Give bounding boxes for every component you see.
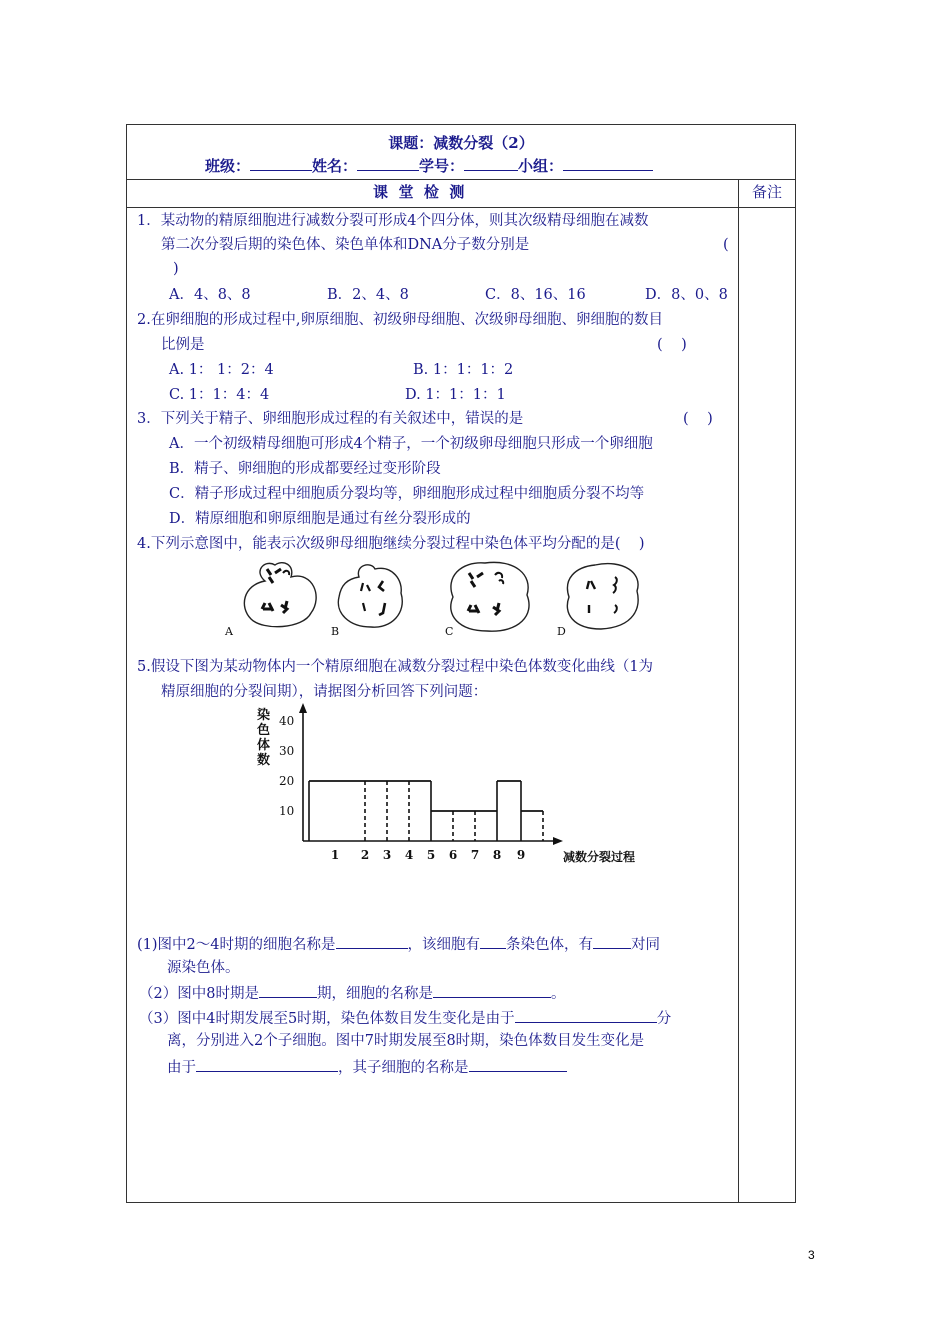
chart-segment <box>431 781 453 841</box>
q1-option-d: D．8、0、8 <box>645 287 728 303</box>
cell-label-c: C <box>445 625 454 637</box>
name-label: 姓名： <box>312 157 358 175</box>
cell-label-a: A <box>225 625 233 637</box>
q5-sub1-blank-homologous[interactable] <box>593 933 631 949</box>
q5-sub1-blank-chromosomes[interactable] <box>480 933 506 949</box>
q5-sub3-text-d: ，其子细胞的名称是 <box>338 1060 469 1076</box>
chart-segment <box>475 811 497 841</box>
chart-segment <box>365 781 387 841</box>
chart-xlabel: 减数分裂过程 <box>563 850 636 864</box>
q1-option-b: B．2、4、8 <box>327 287 409 303</box>
q5-sub3-blank-reason-2[interactable] <box>196 1056 338 1072</box>
divider <box>127 207 795 208</box>
chart-ylabel-char: 染 <box>257 708 271 723</box>
q4-stem: 4.下列示意图中，能表示次级卵母细胞继续分裂过程中染色体平均分配的是( ) <box>137 536 645 552</box>
chart-ylabel-char: 体 <box>257 738 271 753</box>
q5-sub2-text-a: （2）图中8时期是 <box>139 986 259 1002</box>
x-tick-label: 1 <box>330 848 340 862</box>
q5-sub1-text-c: 条染色体，有 <box>506 937 593 953</box>
q2-line1: 2.在卵细胞的形成过程中,卵原细胞、初级卵母细胞、次级卵母细胞、卵细胞的数目 <box>137 312 663 328</box>
q1-option-c: C．8、16、16 <box>485 287 586 303</box>
q5-sub3-blank-daughter-cells[interactable] <box>469 1056 567 1072</box>
q5-sub3-line3 <box>167 1056 567 1078</box>
chart-segment <box>497 781 521 841</box>
q5-sub2-line <box>139 982 565 1004</box>
q1-line2: 第二次分裂后期的染色体、染色单体和DNA分子数分别是 <box>161 237 530 253</box>
q5-line2: 精原细胞的分裂间期），请据图分析回答下列问题： <box>161 684 488 700</box>
x-tick-label: 3 <box>382 848 392 862</box>
chart-ylabel-char: 色 <box>257 723 271 738</box>
chart-segment <box>521 781 543 841</box>
q3-option-c: C．精子形成过程中细胞质分裂均等，卵细胞形成过程中细胞质分裂不均等 <box>169 486 645 502</box>
q5-sub1-line2: 源染色体。 <box>167 960 240 976</box>
remark-column-divider <box>738 179 739 1202</box>
q5-sub2-blank-phase[interactable] <box>259 982 317 998</box>
q5-sub3-blank-reason-1[interactable] <box>515 1007 657 1023</box>
group-label: 小组： <box>518 157 564 175</box>
q5-line1: 5.假设下图为某动物体内一个精原细胞在减数分裂过程中染色体数变化曲线（1为 <box>137 659 654 675</box>
y-tick-label: 20 <box>279 774 295 788</box>
q5-sub2-blank-cell-name[interactable] <box>433 982 551 998</box>
q5-sub3-text-a: （3）图中4时期发展至5时期，染色体数目发生变化是由于 <box>139 1011 515 1027</box>
q3-option-d: D．精原细胞和卵原细胞是通过有丝分裂形成的 <box>169 511 471 527</box>
q5-sub3-line2: 离，分别进入2个子细胞。图中7时期发展至8时期，染色体数目发生变化是 <box>167 1033 645 1049</box>
y-axis-arrow <box>299 703 307 713</box>
y-tick-label: 40 <box>279 714 295 728</box>
q2-option-c: C. 1：1：4：4 <box>169 387 270 403</box>
q5-sub1-blank-cell-name[interactable] <box>336 933 408 949</box>
q5-sub2-text-b: 期，细胞的名称是 <box>316 986 433 1002</box>
y-tick-label: 10 <box>279 804 295 818</box>
q3-option-a: A．一个初级精母细胞可形成4个精子，一个初级卵母细胞只形成一个卵细胞 <box>169 436 653 452</box>
number-label: 学号： <box>419 157 465 175</box>
chart-segment <box>309 781 365 841</box>
q3-answer-paren: ( ) <box>683 411 713 427</box>
q5-sub3-line1 <box>139 1007 671 1029</box>
name-blank[interactable] <box>357 155 419 171</box>
x-axis-arrow <box>553 837 563 845</box>
q5-sub1-text-a: (1)图中2～4时期的细胞名称是 <box>137 937 336 953</box>
number-blank[interactable] <box>464 155 518 171</box>
q5-sub3-text-b: 分 <box>656 1011 672 1027</box>
chart-ylabel <box>257 707 270 768</box>
cell-label-b: B <box>331 625 340 637</box>
q3-option-b: B．精子、卵细胞的形成都要经过变形阶段 <box>169 461 441 477</box>
worksheet-title: 课题：减数分裂（2） <box>388 134 534 152</box>
q2-line2: 比例是 <box>161 337 205 353</box>
worksheet-table <box>126 124 796 1203</box>
q5-sub3-text-c: 由于 <box>167 1060 196 1076</box>
cell-diagram-b <box>331 565 402 637</box>
x-tick-label: 7 <box>470 848 480 862</box>
q2-option-b: B. 1：1：1：2 <box>413 362 514 378</box>
q2-option-a: A. 1： 1：2：4 <box>169 362 274 378</box>
q1-answer-paren-close: ) <box>173 261 179 277</box>
cell-diagram-a <box>224 563 316 637</box>
student-info-line <box>205 155 653 176</box>
x-tick-label: 5 <box>426 848 436 862</box>
q1-line1: 1．某动物的精原细胞进行减数分裂可形成4个四分体，则其次级精母细胞在减数 <box>137 213 649 229</box>
page-number: 3 <box>808 1248 815 1262</box>
q2-answer-paren: ( ) <box>657 337 687 353</box>
cell-diagram-d <box>557 564 638 637</box>
chart-segment <box>409 781 431 841</box>
q3-stem: 3．下列关于精子、卵细胞形成过程的有关叙述中，错误的是 <box>137 411 524 427</box>
q5-sub1-text-b: ，该细胞有 <box>407 937 480 953</box>
q5-sub1-text-d: 对同 <box>631 937 660 953</box>
group-blank[interactable] <box>563 155 653 171</box>
class-label: 班级： <box>205 157 251 175</box>
q2-option-d: D. 1：1：1：1 <box>405 387 506 403</box>
x-tick-label: 6 <box>448 848 458 862</box>
x-tick-label: 2 <box>360 848 370 862</box>
chromosome-chart <box>247 701 667 871</box>
x-tick-label: 8 <box>492 848 502 862</box>
remark-header: 备注 <box>752 183 783 201</box>
q4-cell-diagrams <box>223 557 643 637</box>
chart-segment <box>453 811 475 841</box>
q5-sub1-line1 <box>137 933 660 955</box>
section-title: 课 堂 检 测 <box>373 183 465 201</box>
cell-label-d: D <box>557 625 566 637</box>
chart-ylabel-char: 数 <box>257 753 271 768</box>
chart-segment <box>387 781 409 841</box>
y-tick-label: 30 <box>279 744 295 758</box>
q1-option-a: A．4、8、8 <box>169 287 251 303</box>
class-blank[interactable] <box>250 155 312 171</box>
q1-answer-paren-open: ( <box>723 237 729 253</box>
x-tick-label: 9 <box>516 848 526 862</box>
divider <box>127 179 795 180</box>
q5-sub2-text-c: 。 <box>550 986 566 1002</box>
x-tick-label: 4 <box>404 848 414 862</box>
cell-diagram-c <box>445 562 529 637</box>
